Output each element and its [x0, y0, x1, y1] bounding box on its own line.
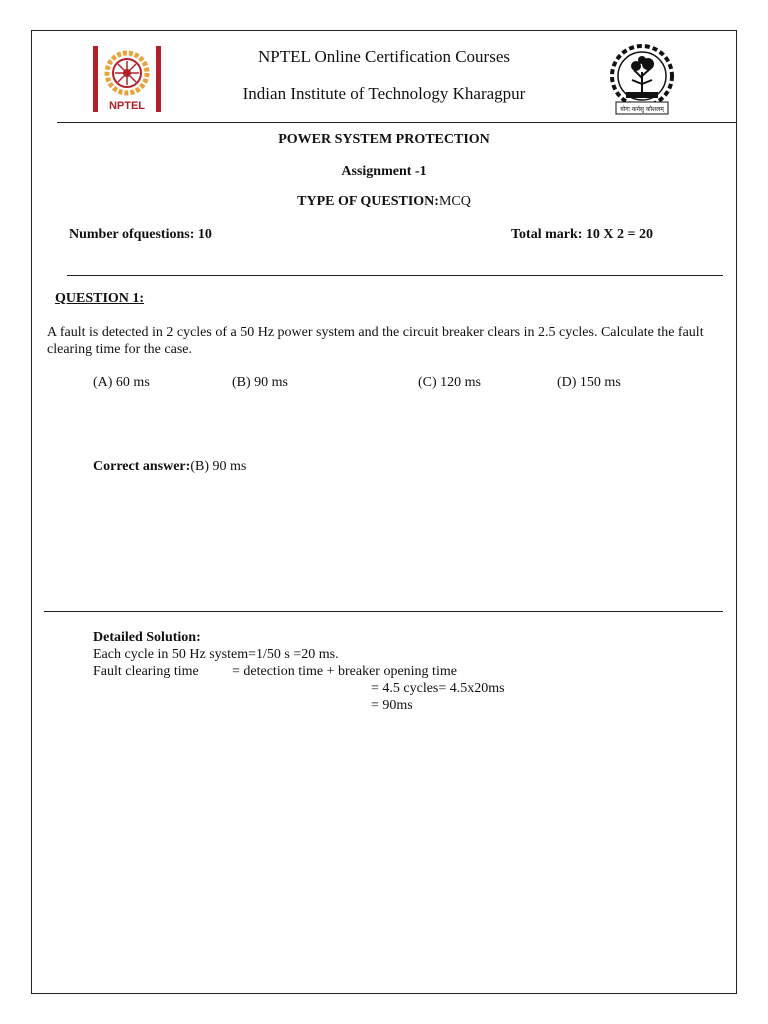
solution-heading: Detailed Solution: — [93, 630, 201, 645]
solution-line-3: = 4.5 cycles= 4.5x20ms — [371, 681, 505, 696]
question-type-label: TYPE OF QUESTION: — [297, 194, 439, 209]
option-b: (B) 90 ms — [232, 375, 288, 390]
question-heading: QUESTION 1: — [55, 291, 145, 306]
correct-answer-value: (B) 90 ms — [190, 459, 247, 474]
option-c: (C) 120 ms — [418, 375, 481, 390]
solution-line-2-right: = detection time + breaker opening time — [232, 664, 457, 679]
logo-motto: योगः कर्मसु कौशलम् — [620, 106, 664, 113]
section-divider-bottom — [44, 611, 723, 612]
correct-answer — [93, 459, 246, 475]
solution-line-1: Each cycle in 50 Hz system=1/50 s =20 ms. — [93, 647, 339, 662]
correct-answer-label: Correct answer: — [93, 459, 191, 474]
solution-line-4: = 90ms — [371, 698, 413, 713]
assignment-label: Assignment -1 — [341, 164, 427, 179]
question-type-value: MCQ — [438, 194, 471, 209]
option-a: (A) 60 ms — [93, 375, 150, 390]
option-d: (D) 150 ms — [557, 375, 621, 390]
question-stem: A fault is detected in 2 cycles of a 50 Hz power system and the circuit breaker clears in 2.5 cycles. Calculate the fault clearing time for the case. — [47, 325, 704, 357]
nptel-logo-text: NPTEL — [108, 100, 146, 112]
header-divider — [57, 122, 737, 123]
question-type — [0, 194, 768, 210]
solution-line-2-left: Fault clearing time — [93, 664, 199, 679]
header-line-2: Indian Institute of Technology Kharagpur — [242, 84, 526, 103]
total-mark: Total mark: 10 X 2 = 20 — [511, 227, 654, 242]
section-divider-top — [67, 275, 723, 276]
course-title: POWER SYSTEM PROTECTION — [278, 132, 490, 147]
header-line-1: NPTEL Online Certification Courses — [258, 47, 510, 66]
number-of-questions: Number ofquestions: 10 — [69, 227, 212, 242]
